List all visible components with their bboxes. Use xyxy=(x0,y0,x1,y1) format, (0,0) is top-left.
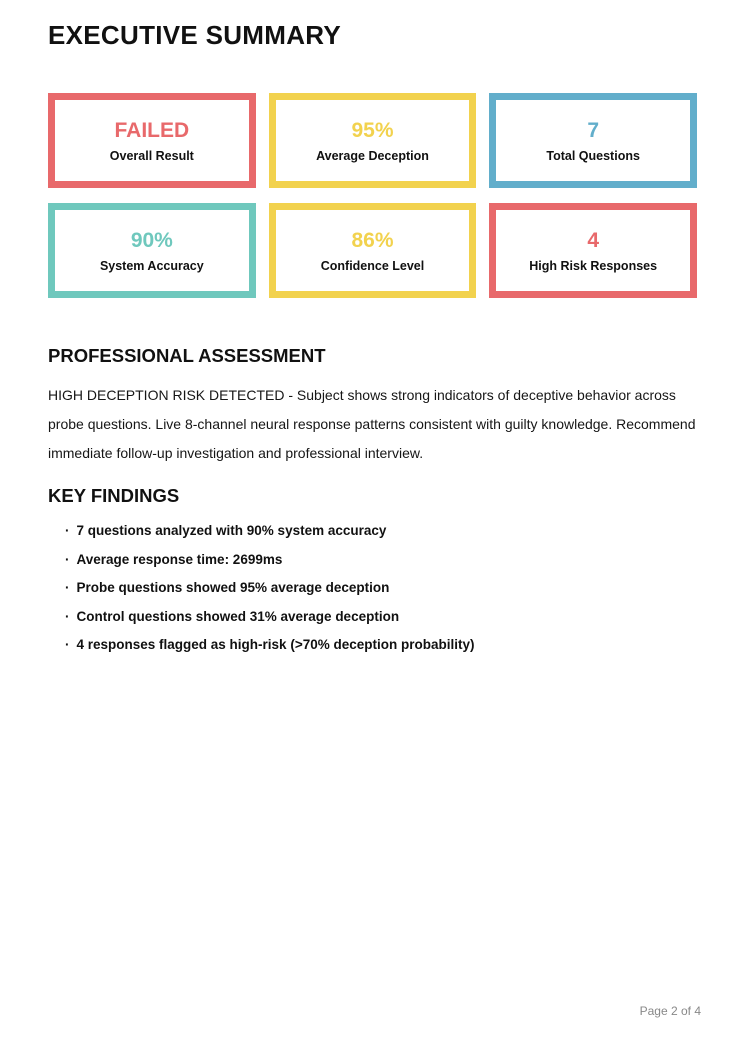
page-number: Page 2 of 4 xyxy=(639,1004,701,1018)
metric-label: Total Questions xyxy=(546,149,640,164)
finding-item xyxy=(65,603,697,632)
metric-card-total-questions xyxy=(489,93,697,188)
metric-value: 7 xyxy=(587,119,599,143)
metric-label: Overall Result xyxy=(109,149,194,164)
finding-text: 7 questions analyzed with 90% system accuracy xyxy=(76,523,387,538)
bullet-icon: · xyxy=(65,608,70,624)
finding-item xyxy=(65,574,697,603)
bullet-icon: · xyxy=(65,523,70,538)
section-heading-professional-assessment: PROFESSIONAL ASSESSMENT xyxy=(48,345,326,366)
metric-value: 90% xyxy=(130,229,173,253)
finding-item xyxy=(65,631,697,660)
metric-card-overall-result xyxy=(48,93,256,188)
metric-card-confidence-level xyxy=(269,203,477,298)
finding-item xyxy=(65,546,697,575)
metric-value: 95% xyxy=(351,119,394,143)
bullet-icon: · xyxy=(65,637,70,652)
metric-label: Confidence Level xyxy=(320,259,425,274)
finding-text: Average response time: 2699ms xyxy=(76,551,283,567)
finding-text: Control questions showed 31% average deception xyxy=(76,608,400,624)
bullet-icon: · xyxy=(65,580,70,595)
metric-value: FAILED xyxy=(114,119,190,143)
section-heading-key-findings: KEY FINDINGS xyxy=(48,485,180,506)
metric-card-high-risk-responses xyxy=(489,203,697,298)
metric-label: System Accuracy xyxy=(99,259,204,274)
metric-card-average-deception xyxy=(269,93,477,188)
metric-card-system-accuracy xyxy=(48,203,256,298)
page-title: EXECUTIVE SUMMARY xyxy=(48,20,342,50)
finding-text: 4 responses flagged as high-risk (>70% deception probability) xyxy=(76,637,475,652)
metric-label: Average Deception xyxy=(316,149,429,164)
metrics-grid xyxy=(48,93,697,298)
metric-label: High Risk Responses xyxy=(529,259,658,274)
bullet-icon: · xyxy=(65,551,70,567)
metric-value: 86% xyxy=(351,229,394,253)
finding-text: Probe questions showed 95% average deception xyxy=(76,580,390,595)
finding-item xyxy=(65,517,697,546)
findings-list xyxy=(48,517,697,660)
assessment-body-text: HIGH DECEPTION RISK DETECTED - Subject shows strong indicators of deceptive behavior across probe questions. Live 8-channel neural response patterns consistent with guilty knowledge. Recommend immediate follow-up investigation and professional interview. xyxy=(48,387,696,461)
metric-value: 4 xyxy=(587,229,599,253)
